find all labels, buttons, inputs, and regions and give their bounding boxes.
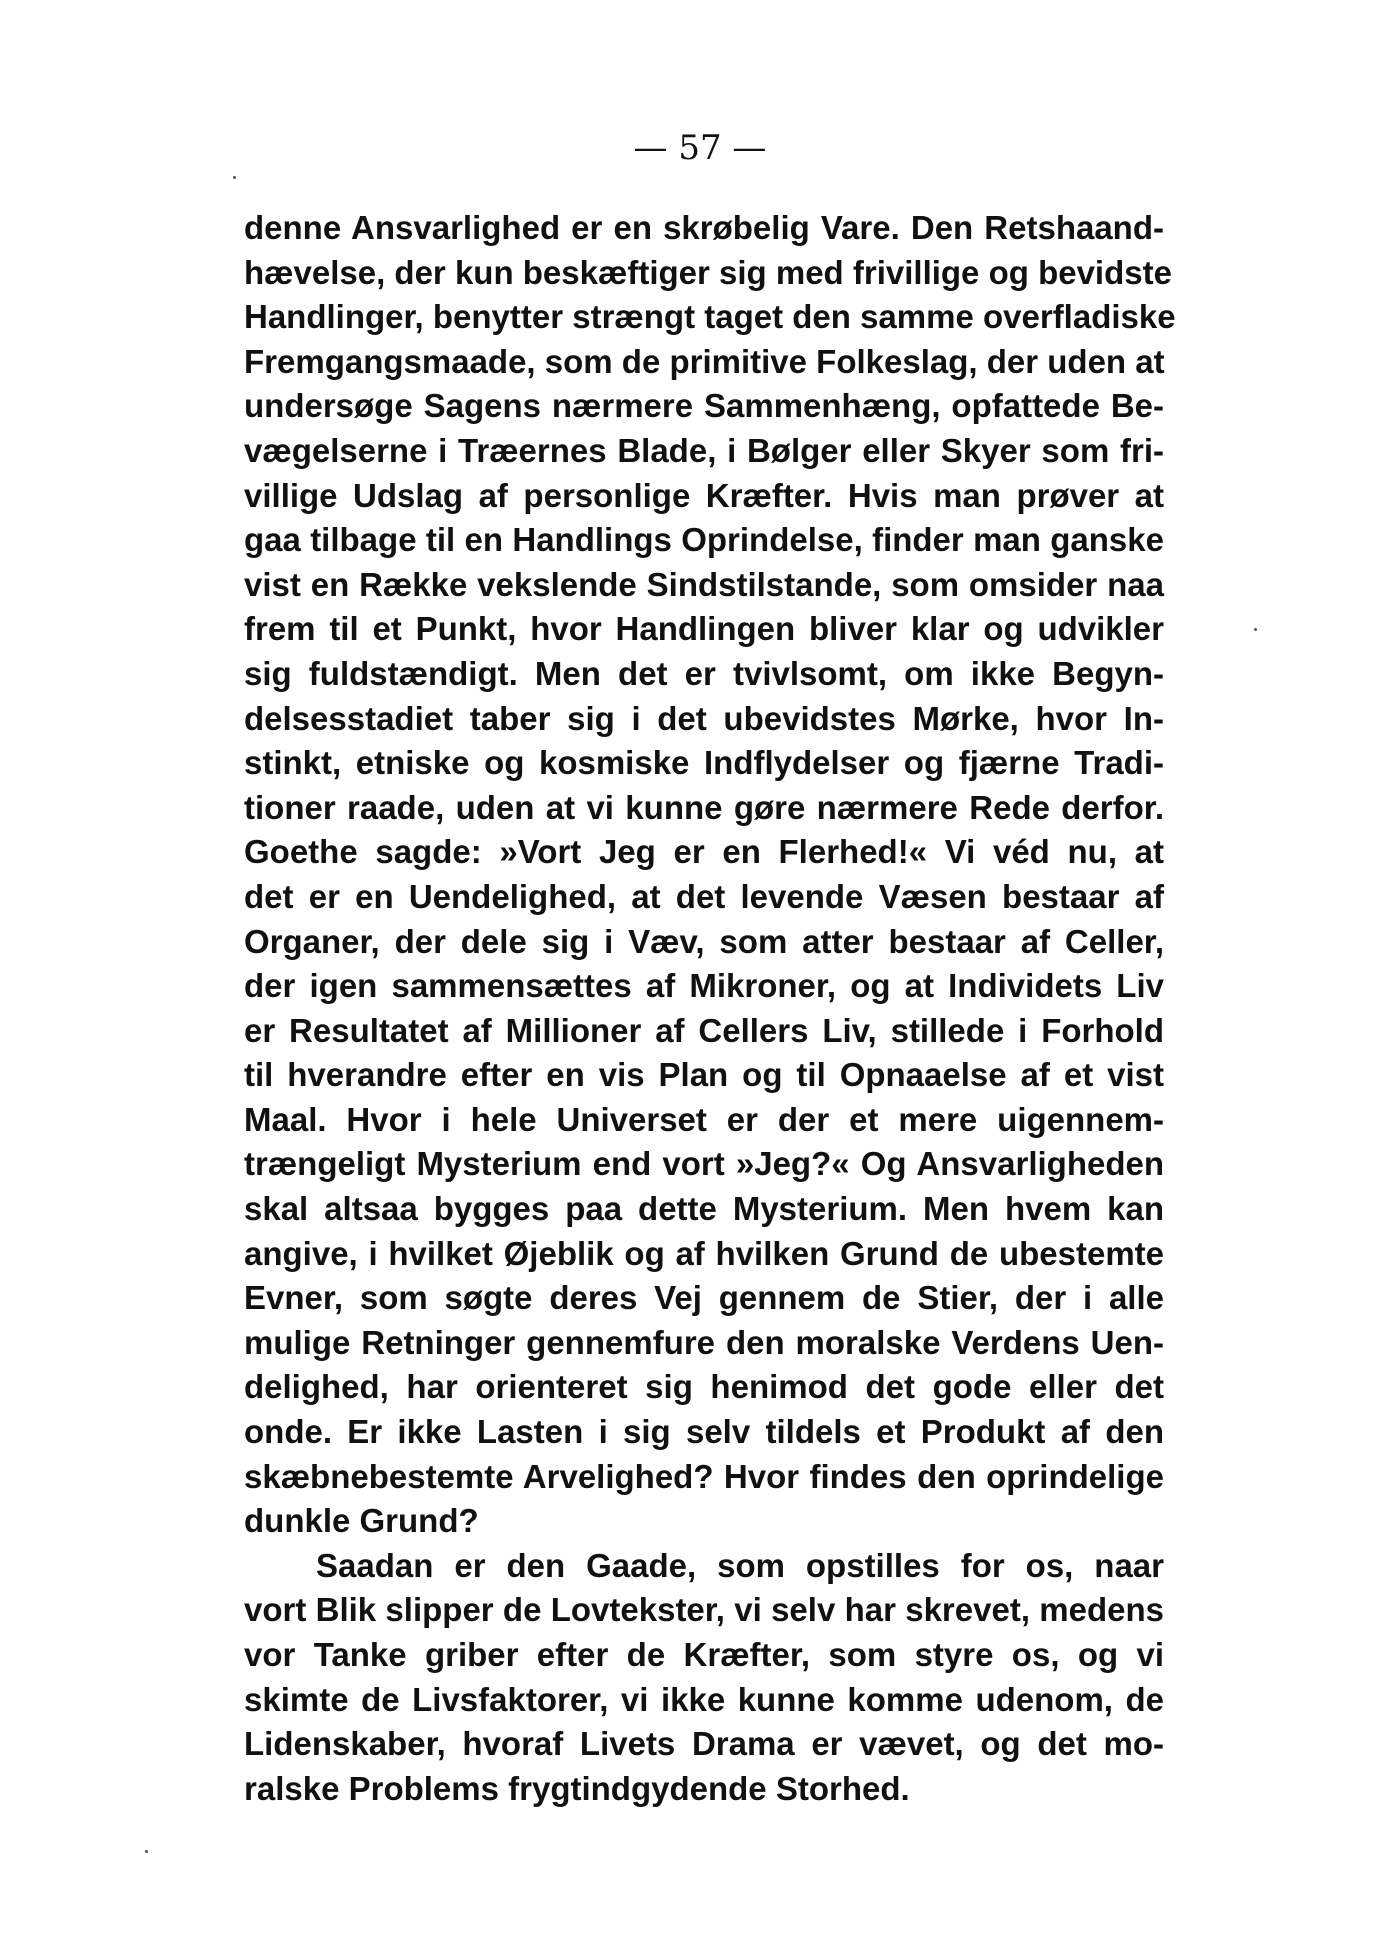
- text-line: trængeligt Mysterium end vort »Jeg?« Og Ansvarligheden: [244, 1145, 1164, 1183]
- text-line: denne Ansvarlighed er en skrøbelig Vare. Den Retshaand-: [244, 209, 1164, 246]
- text-line: er Resultatet af Millioner af Cellers Liv, stillede i Forhold: [244, 1011, 1164, 1049]
- text-line: skæbnebestemte Arvelighed? Hvor findes den oprindelige: [244, 1457, 1164, 1495]
- text-line: onde. Er ikke Lasten i sig selv tildels et Produkt af den: [244, 1413, 1164, 1451]
- print-speck: [1254, 628, 1257, 631]
- text-line: angive, i hvilket Øjeblik og af hvilken Grund de ubestemte: [244, 1234, 1164, 1272]
- text-line: Saadan er den Gaade, som opstilles for os, naar: [316, 1546, 1164, 1584]
- print-speck: [233, 176, 236, 179]
- text-line: Handlinger, benytter strængt taget den samme overfladiske: [244, 298, 1176, 336]
- body-text: [244, 206, 1176, 1811]
- text-line: hævelse, der kun beskæftiger sig med frivillige og bevidste: [244, 253, 1172, 291]
- text-line: tioner raade, uden at vi kunne gøre nærmere Rede derfor.: [244, 788, 1164, 826]
- text-line: vor Tanke griber efter de Kræfter, som styre os, og vi: [244, 1636, 1164, 1673]
- text-line: Fremgangsmaade, som de primitive Folkeslag, der uden at: [244, 342, 1165, 380]
- text-line: stinkt, etniske og kosmiske Indflydelser og fjærne Tradi-: [244, 744, 1164, 782]
- text-line: undersøge Sagens nærmere Sammenhæng, opfattede Be-: [244, 387, 1164, 425]
- text-line: dunkle Grund?: [244, 1502, 479, 1540]
- text-line: vist en Række vekslende Sindstilstande, som omsider naa: [244, 565, 1164, 603]
- text-line: Maal. Hvor i hele Universet er der et mere uigennem-: [244, 1100, 1164, 1138]
- text-line: der igen sammensættes af Mikroner, og at Individets Liv: [244, 967, 1164, 1005]
- text-line: Goethe sagde: »Vort Jeg er en Flerhed!« Vi véd nu, at: [244, 833, 1164, 871]
- text-line: villige Udslag af personlige Kræfter. Hvis man prøver at: [244, 476, 1164, 514]
- text-line: delsesstadiet taber sig i det ubevidstes Mørke, hvor In-: [244, 699, 1164, 737]
- paragraph-1: [244, 206, 1176, 1544]
- paragraph-2: [244, 1544, 1164, 1812]
- text-line: skimte de Livsfaktorer, vi ikke kunne komme udenom, de: [244, 1680, 1164, 1718]
- page-number: — 57 —: [633, 128, 767, 168]
- text-line: gaa tilbage til en Handlings Oprindelse, finder man ganske: [244, 521, 1164, 559]
- text-line: delighed, har orienteret sig henimod det gode eller det: [244, 1368, 1164, 1406]
- text-line: vægelserne i Træernes Blade, i Bølger eller Skyer som fri-: [244, 431, 1164, 469]
- text-line: frem til et Punkt, hvor Handlingen bliver klar og udvikler: [244, 610, 1164, 648]
- text-line: ralske Problems frygtindgydende Storhed.: [244, 1769, 910, 1807]
- text-line: mulige Retninger gennemfure den moralske Verdens Uen-: [244, 1323, 1164, 1361]
- text-line: Lidenskaber, hvoraf Livets Drama er vævet, og det mo-: [244, 1725, 1164, 1763]
- text-line: Evner, som søgte deres Vej gennem de Stier, der i alle: [244, 1279, 1164, 1317]
- text-line: sig fuldstændigt. Men det er tvivlsomt, om ikke Begyn-: [244, 654, 1164, 692]
- text-line: vort Blik slipper de Lovtekster, vi selv har skrevet, medens: [244, 1591, 1164, 1629]
- print-speck: [145, 1850, 148, 1853]
- text-line: skal altsaa bygges paa dette Mysterium. Men hvem kan: [244, 1190, 1164, 1228]
- text-line: Organer, der dele sig i Væv, som atter bestaar af Celler,: [244, 922, 1164, 960]
- text-line: til hverandre efter en vis Plan og til Opnaaelse af et vist: [244, 1056, 1164, 1094]
- text-line: det er en Uendelighed, at det levende Væsen bestaar af: [244, 877, 1164, 915]
